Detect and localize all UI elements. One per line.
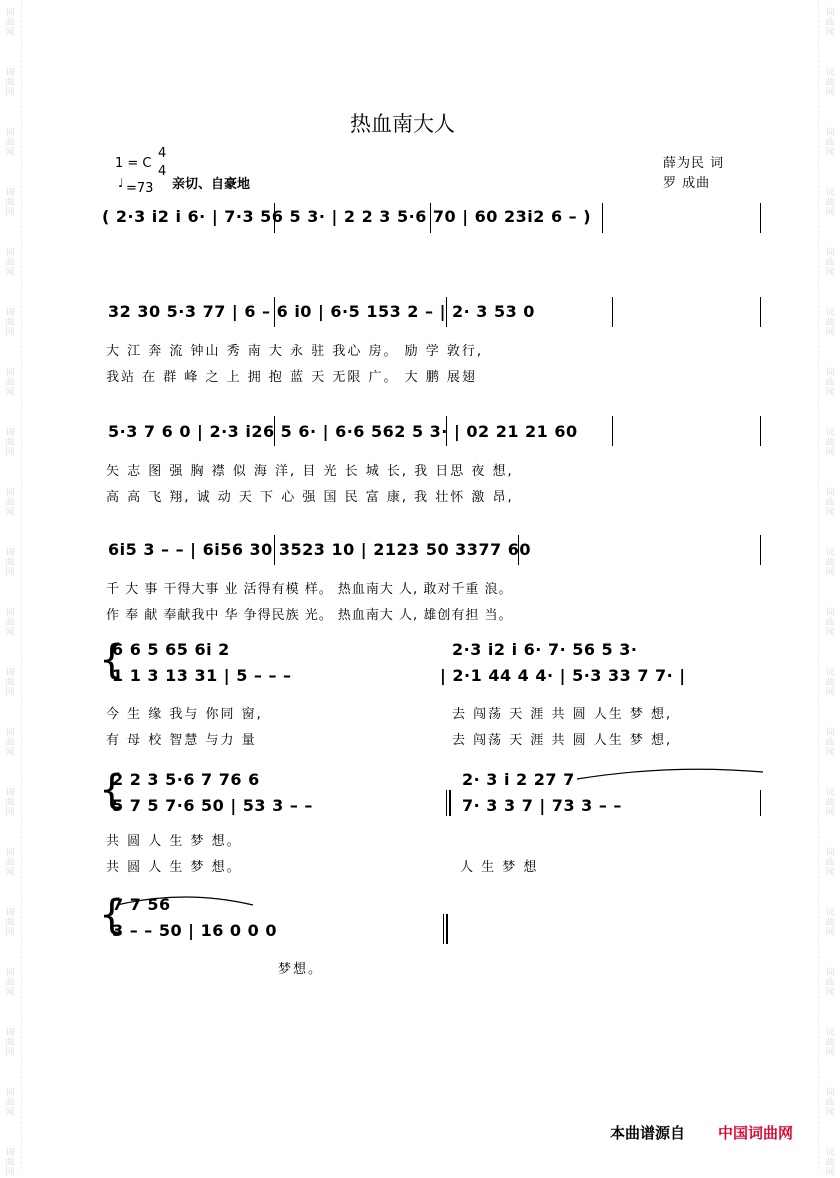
barline xyxy=(274,416,275,446)
left-watermark-strip xyxy=(0,0,20,1178)
barline xyxy=(274,535,275,565)
watermark-text: 词 曲 网 xyxy=(5,608,15,638)
watermark-text: 词 曲 网 xyxy=(5,668,15,698)
barline xyxy=(274,203,275,233)
notes-row-6-lower-right: 7· 3 3 7 | 73 3 – – xyxy=(462,796,622,815)
watermark-text: 词 曲 网 xyxy=(5,188,15,218)
notes-row-5-upper: 6 6 5 65 6i 2 xyxy=(112,640,230,659)
staff-brace: { xyxy=(99,767,125,813)
staff-brace: { xyxy=(99,892,125,938)
lyrics-row-2-verse-1: 大 江 奔 流 钟山 秀 南 大 永 驻 我心 房。 励 学 敦行, xyxy=(106,344,483,359)
notes-row-5-lower-right: | 2·1 44 4 4· | 5·3 33 7 7· | xyxy=(440,666,686,685)
watermark-text: 词 曲 网 xyxy=(825,668,835,698)
lyrics-row-5-verse-1: 今 生 缘 我与 你同 窗, xyxy=(106,707,263,722)
right-margin-line xyxy=(818,0,819,1169)
watermark-text: 词 曲 网 xyxy=(825,1028,835,1058)
lyrics-row-5-verse-2-right: 去 闯荡 天 涯 共 圆 人生 梦 想, xyxy=(452,733,673,748)
notes-row-5-upper-right: 2·3 i2 i 6· 7· 56 5 3· xyxy=(452,640,638,659)
barline xyxy=(602,203,603,233)
watermark-text: 词 曲 网 xyxy=(825,848,835,878)
watermark-text: 词 曲 网 xyxy=(825,548,835,578)
watermark-text: 词 曲 网 xyxy=(5,728,15,758)
tie-slur xyxy=(115,893,255,907)
watermark-text: 词 曲 网 xyxy=(5,788,15,818)
notes-row-7-lower: 3 – – 50 | 16 0 0 0 xyxy=(112,921,277,940)
watermark-text: 词 曲 网 xyxy=(5,968,15,998)
watermark-text: 词 曲 网 xyxy=(5,548,15,578)
right-watermark-strip xyxy=(820,0,840,1178)
tempo-marking: =73 xyxy=(126,181,154,196)
notes-row-1: ( 2·3 i2 i 6· | 7·3 56 5 3· | 2 2 3 5·6 70 | 60 23i2 6 – ) xyxy=(102,207,592,226)
watermark-text: 词 曲 网 xyxy=(5,8,15,38)
repeat-barline-thick xyxy=(449,790,451,816)
watermark-text: 词 曲 网 xyxy=(825,8,835,38)
lyrics-row-6-verse-2-right: 人 生 梦 想 xyxy=(460,860,539,875)
watermark-text: 词 曲 网 xyxy=(825,308,835,338)
watermark-text: 词 曲 网 xyxy=(825,1088,835,1118)
source-label: 本曲谱源自 xyxy=(610,1124,686,1142)
lyrics-row-6-verse-2: 共 圆 人 生 梦 想。 xyxy=(106,860,242,875)
time-signature-bottom: 4 xyxy=(158,164,167,179)
barline xyxy=(760,790,761,816)
barline xyxy=(760,416,761,446)
watermark-text: 词 曲 网 xyxy=(5,248,15,278)
watermark-text: 词 曲 网 xyxy=(825,728,835,758)
barline xyxy=(760,203,761,233)
barline xyxy=(760,297,761,327)
watermark-text: 词 曲 网 xyxy=(5,428,15,458)
lyrics-row-5-verse-1-right: 去 闯荡 天 涯 共 圆 人生 梦 想, xyxy=(452,707,673,722)
barline xyxy=(446,297,447,327)
final-barline-thick xyxy=(446,914,448,944)
barline xyxy=(612,297,613,327)
barline xyxy=(518,535,519,565)
watermark-text: 词 曲 网 xyxy=(825,908,835,938)
watermark-text: 词 曲 网 xyxy=(825,1148,835,1178)
site-link[interactable]: 中国词曲网 xyxy=(718,1124,794,1142)
notes-row-6-upper-right: 2· 3 i 2 27 7 xyxy=(462,770,575,789)
watermark-text: 词 曲 网 xyxy=(5,68,15,98)
page-title: 热血南大人 xyxy=(350,112,455,136)
time-signature-top: 4 xyxy=(158,146,167,161)
watermark-text: 词 曲 网 xyxy=(825,608,835,638)
watermark-text: 词 曲 网 xyxy=(5,488,15,518)
barline xyxy=(430,203,431,233)
lyrics-row-3-verse-1: 矢 志 图 强 胸 襟 似 海 洋, 目 光 长 城 长, 我 日思 夜 想, xyxy=(106,464,514,479)
watermark-text: 词 曲 网 xyxy=(5,1088,15,1118)
barline xyxy=(760,535,761,565)
lyrics-row-3-verse-2: 高 高 飞 翔, 诚 动 天 下 心 强 国 民 富 康, 我 壮怀 激 昂, xyxy=(106,490,514,505)
notes-row-2: 32 30 5·3 77 | 6 – 6 i0 | 6·5 153 2 – | 2· 3 53 0 xyxy=(108,302,535,321)
watermark-text: 词 曲 网 xyxy=(825,128,835,158)
barline xyxy=(446,416,447,446)
watermark-text: 词 曲 网 xyxy=(825,368,835,398)
notes-row-5-lower: 1 1 3 13 31 | 5 – – – xyxy=(112,666,292,685)
watermark-text: 词 曲 网 xyxy=(825,788,835,818)
quarter-note-icon: ♩ xyxy=(118,176,124,190)
barline xyxy=(612,416,613,446)
staff-brace: { xyxy=(99,637,125,683)
left-margin-line xyxy=(21,0,22,1169)
composer-credit: 罗 成曲 xyxy=(663,176,711,191)
watermark-text: 词 曲 网 xyxy=(825,248,835,278)
final-barline xyxy=(443,914,444,944)
lyrics-row-7: 梦想。 xyxy=(278,962,324,977)
notes-row-4: 6i5 3 – – | 6i56 30 3523 10 | 2123 50 3377 60 xyxy=(108,540,532,559)
watermark-text: 词 曲 网 xyxy=(825,488,835,518)
repeat-barline xyxy=(446,790,447,816)
notes-row-3: 5·3 7 6 0 | 2·3 i26 5 6· | 6·6 562 5 3· | 02 21 21 60 xyxy=(108,422,578,441)
watermark-text: 词 曲 网 xyxy=(5,1028,15,1058)
notes-row-6-upper: 2 2 3 5·6 7 76 6 xyxy=(112,770,260,789)
lyrics-row-5-verse-2: 有 母 校 智慧 与力 量 xyxy=(106,733,257,748)
watermark-text: 词 曲 网 xyxy=(5,128,15,158)
lyrics-row-4-verse-1: 千 大 事 干得大事 业 活得有模 样。 热血南大 人, 敢对千重 浪。 xyxy=(106,582,513,597)
watermark-text: 词 曲 网 xyxy=(5,368,15,398)
expression-marking: 亲切、自豪地 xyxy=(172,177,251,192)
watermark-text: 词 曲 网 xyxy=(825,968,835,998)
lyricist-credit: 薛为民 词 xyxy=(663,156,725,171)
watermark-text: 词 曲 网 xyxy=(5,908,15,938)
watermark-text: 词 曲 网 xyxy=(825,188,835,218)
notes-row-7-upper: 7 7 56 xyxy=(112,895,171,914)
barline xyxy=(274,297,275,327)
lyrics-row-4-verse-2: 作 奉 献 奉献我中 华 争得民族 光。 热血南大 人, 雄创有担 当。 xyxy=(106,608,513,623)
lyrics-row-6-verse-1: 共 圆 人 生 梦 想。 xyxy=(106,834,242,849)
watermark-text: 词 曲 网 xyxy=(5,308,15,338)
notes-row-6-lower: 5 7 5 7·6 50 | 53 3 – – xyxy=(112,796,313,815)
watermark-text: 词 曲 网 xyxy=(5,848,15,878)
key-signature: 1 = C xyxy=(115,156,152,171)
watermark-text: 词 曲 网 xyxy=(5,1148,15,1178)
watermark-text: 词 曲 网 xyxy=(825,428,835,458)
lyrics-row-2-verse-2: 我站 在 群 峰 之 上 拥 抱 蓝 天 无限 广。 大 鹏 展翅 xyxy=(106,370,477,385)
watermark-text: 词 曲 网 xyxy=(825,68,835,98)
tie-slur xyxy=(575,766,765,782)
